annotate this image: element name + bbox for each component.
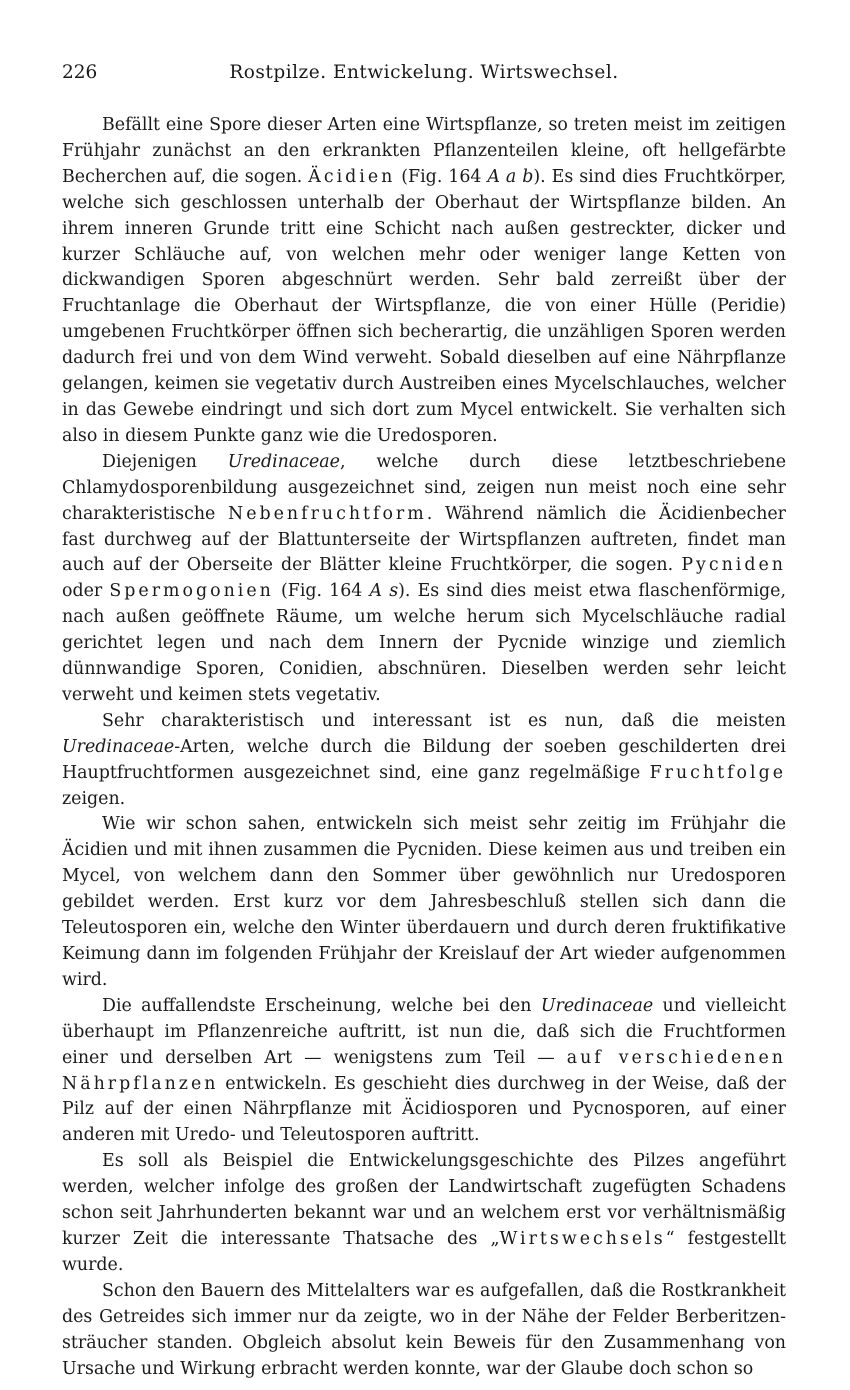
text-run: Diejenigen xyxy=(102,451,228,472)
text-run: (Fig. 164 xyxy=(395,166,488,187)
italic-term: Uredinaceae xyxy=(540,995,654,1016)
text-run: Befällt eine Spore dieser Arten eine Wirtspflanze, so treten meist im zeitigen Frühjahr zunächst an den erkrankten Pflanzenteilen kleine, oft hellgefärbte Becherchen auf, die sogen. xyxy=(62,115,786,187)
text-run: . Während nämlich die Äcidienbecher fast durchweg auf der Blattunterseite der Wirtspflanzen auftreten, findet man auch auf der Oberseite der Blätter kleine Fruchtkörper, die sogen. xyxy=(62,503,786,576)
text-run: Schon den Bauern des Mittelalters war es aufgefallen, daß die Rostkrankheit des Getreides sich immer nur da zeigte, wo in der Nähe der Felder Berberitzensträucher standen. Obgleich absolut kein Beweis für den Zusammenhang von Ursache und Wirkung erbracht werden konnte, war der Glaube doch schon so xyxy=(62,1280,786,1379)
spaced-term: Spermogonien xyxy=(109,581,274,602)
spaced-term: Pycniden xyxy=(681,555,786,576)
text-run: Sehr charakteristisch und interessant ist es nun, daß die meisten xyxy=(102,710,786,731)
page-header xyxy=(62,62,786,90)
italic-term: A s xyxy=(369,581,399,602)
italic-term: A a b xyxy=(487,166,534,187)
text-run: “ festgestellt wurde. xyxy=(62,1228,786,1275)
text-run: Es soll als Beispiel die Entwickelungsgeschichte des Pilzes angeführt werden, welcher infolge des großen der Landwirtschaft zugefügten Schadens schon seit Jahrhunderten bekannt war und an welchem erst vor verhältnismäßig kurzer Zeit die interessante Thatsache des „ xyxy=(62,1151,786,1249)
paragraph xyxy=(62,812,786,993)
text-run: ). Es sind dies Fruchtkörper, welche sich geschlossen unterhalb der Oberhaut der Wirtspflanze bilden. An ihrem inneren Grunde tritt eine Schicht nach außen gestreckter, dicker und kurzer Schläuche auf, von welchen mehr oder weniger lange Ketten von dickwandigen Sporen abgeschnürt werden. Sehr bald zerreißt über der Fruchtanlage die Oberhaut der Wirtspflanze, die von einer Hülle (Peridie) umgebenen Fruchtkörper öffnen sich becherartig, die unzähligen Sporen werden dadurch frei und von dem Wind verweht. Sobald dieselben auf eine Nährpflanze gelangen, keimen sie vegetativ durch Austreiben eines Mycelschlauches, welcher in das Gewebe eindringt und sich dort zum Mycel entwickelt. Sie verhalten sich also in diesem Punkte ganz wie die Uredosporen. xyxy=(62,166,786,446)
paragraph xyxy=(62,709,786,813)
italic-term: Uredinaceae xyxy=(62,736,175,757)
text-run: , welche durch diese letztbeschriebene Chlamydosporenbildung ausgezeichnet sind, zeigen nun meist noch eine sehr charakteristische xyxy=(62,451,786,524)
spaced-term: Wirtswechsels xyxy=(499,1228,666,1249)
text-run: -Arten, welche durch die Bildung der soeben geschilderten drei Hauptfruchtformen ausgezeichnet sind, eine ganz regelmäßige xyxy=(62,736,786,783)
text-run: und vielleicht überhaupt im Pflanzenreiche auftritt, ist nun die, daß sich die Fruchtformen einer und derselben Art — wenigstens zum Teil — xyxy=(62,995,786,1068)
paragraph xyxy=(62,113,786,450)
running-title: Rostpilze. Entwickelung. Wirtswechsel. xyxy=(229,62,619,83)
spaced-term: Fruchtfolge xyxy=(649,762,786,783)
paragraph xyxy=(62,1279,786,1383)
spaced-term: auf verschiedenen Nährpflanzen xyxy=(62,1047,786,1094)
text-run: oder xyxy=(62,581,110,602)
paragraph xyxy=(62,1149,786,1279)
text-run: (Fig. 164 xyxy=(273,581,370,602)
text-run: zeigen. xyxy=(62,788,126,809)
text-run: Die auffallendste Erscheinung, welche bei den xyxy=(102,995,541,1016)
paragraph xyxy=(62,994,786,1149)
italic-term: Uredinaceae xyxy=(227,451,340,472)
spaced-term: Nebenfruchtform xyxy=(228,503,427,524)
page-number: 226 xyxy=(62,62,98,83)
text-run: Wie wir schon sahen, entwickeln sich meist sehr zeitig im Frühjahr die Äcidien und mit ihnen zusammen die Pycniden. Diese keimen aus und treiben ein Mycel, von welchem dann den Sommer über gewöhnlich nur Uredosporen gebildet werden. Erst kurz vor dem Jahresbeschluß stellen sich dann die Teleutosporen ein, welche den Winter überdauern und durch deren fruktifikative Keimung dann im folgenden Frühjahr der Kreislauf der Art wieder aufgenommen wird. xyxy=(62,814,786,990)
text-run: ). Es sind dies meist etwa flaschenförmige, nach außen geöffnete Räume, um welche herum sich Mycelschläuche radial gerichtet legen und nach dem Innern der Pycnide winzige und ziemlich dünnwandige Sporen, Conidien, abschnüren. Dieselben werden sehr leicht verweht und keimen stets vegetativ. xyxy=(62,581,786,705)
paragraph xyxy=(62,450,786,709)
spaced-term: Äcidien xyxy=(308,166,396,187)
body-text xyxy=(62,113,786,1382)
text-run: entwickeln. Es geschieht dies durchweg in der Weise, daß der Pilz auf der einen Nährpflanze mit Äcidiosporen und Pycnosporen, auf einer anderen mit Uredo- und Teleutosporen auftritt. xyxy=(62,1073,786,1146)
